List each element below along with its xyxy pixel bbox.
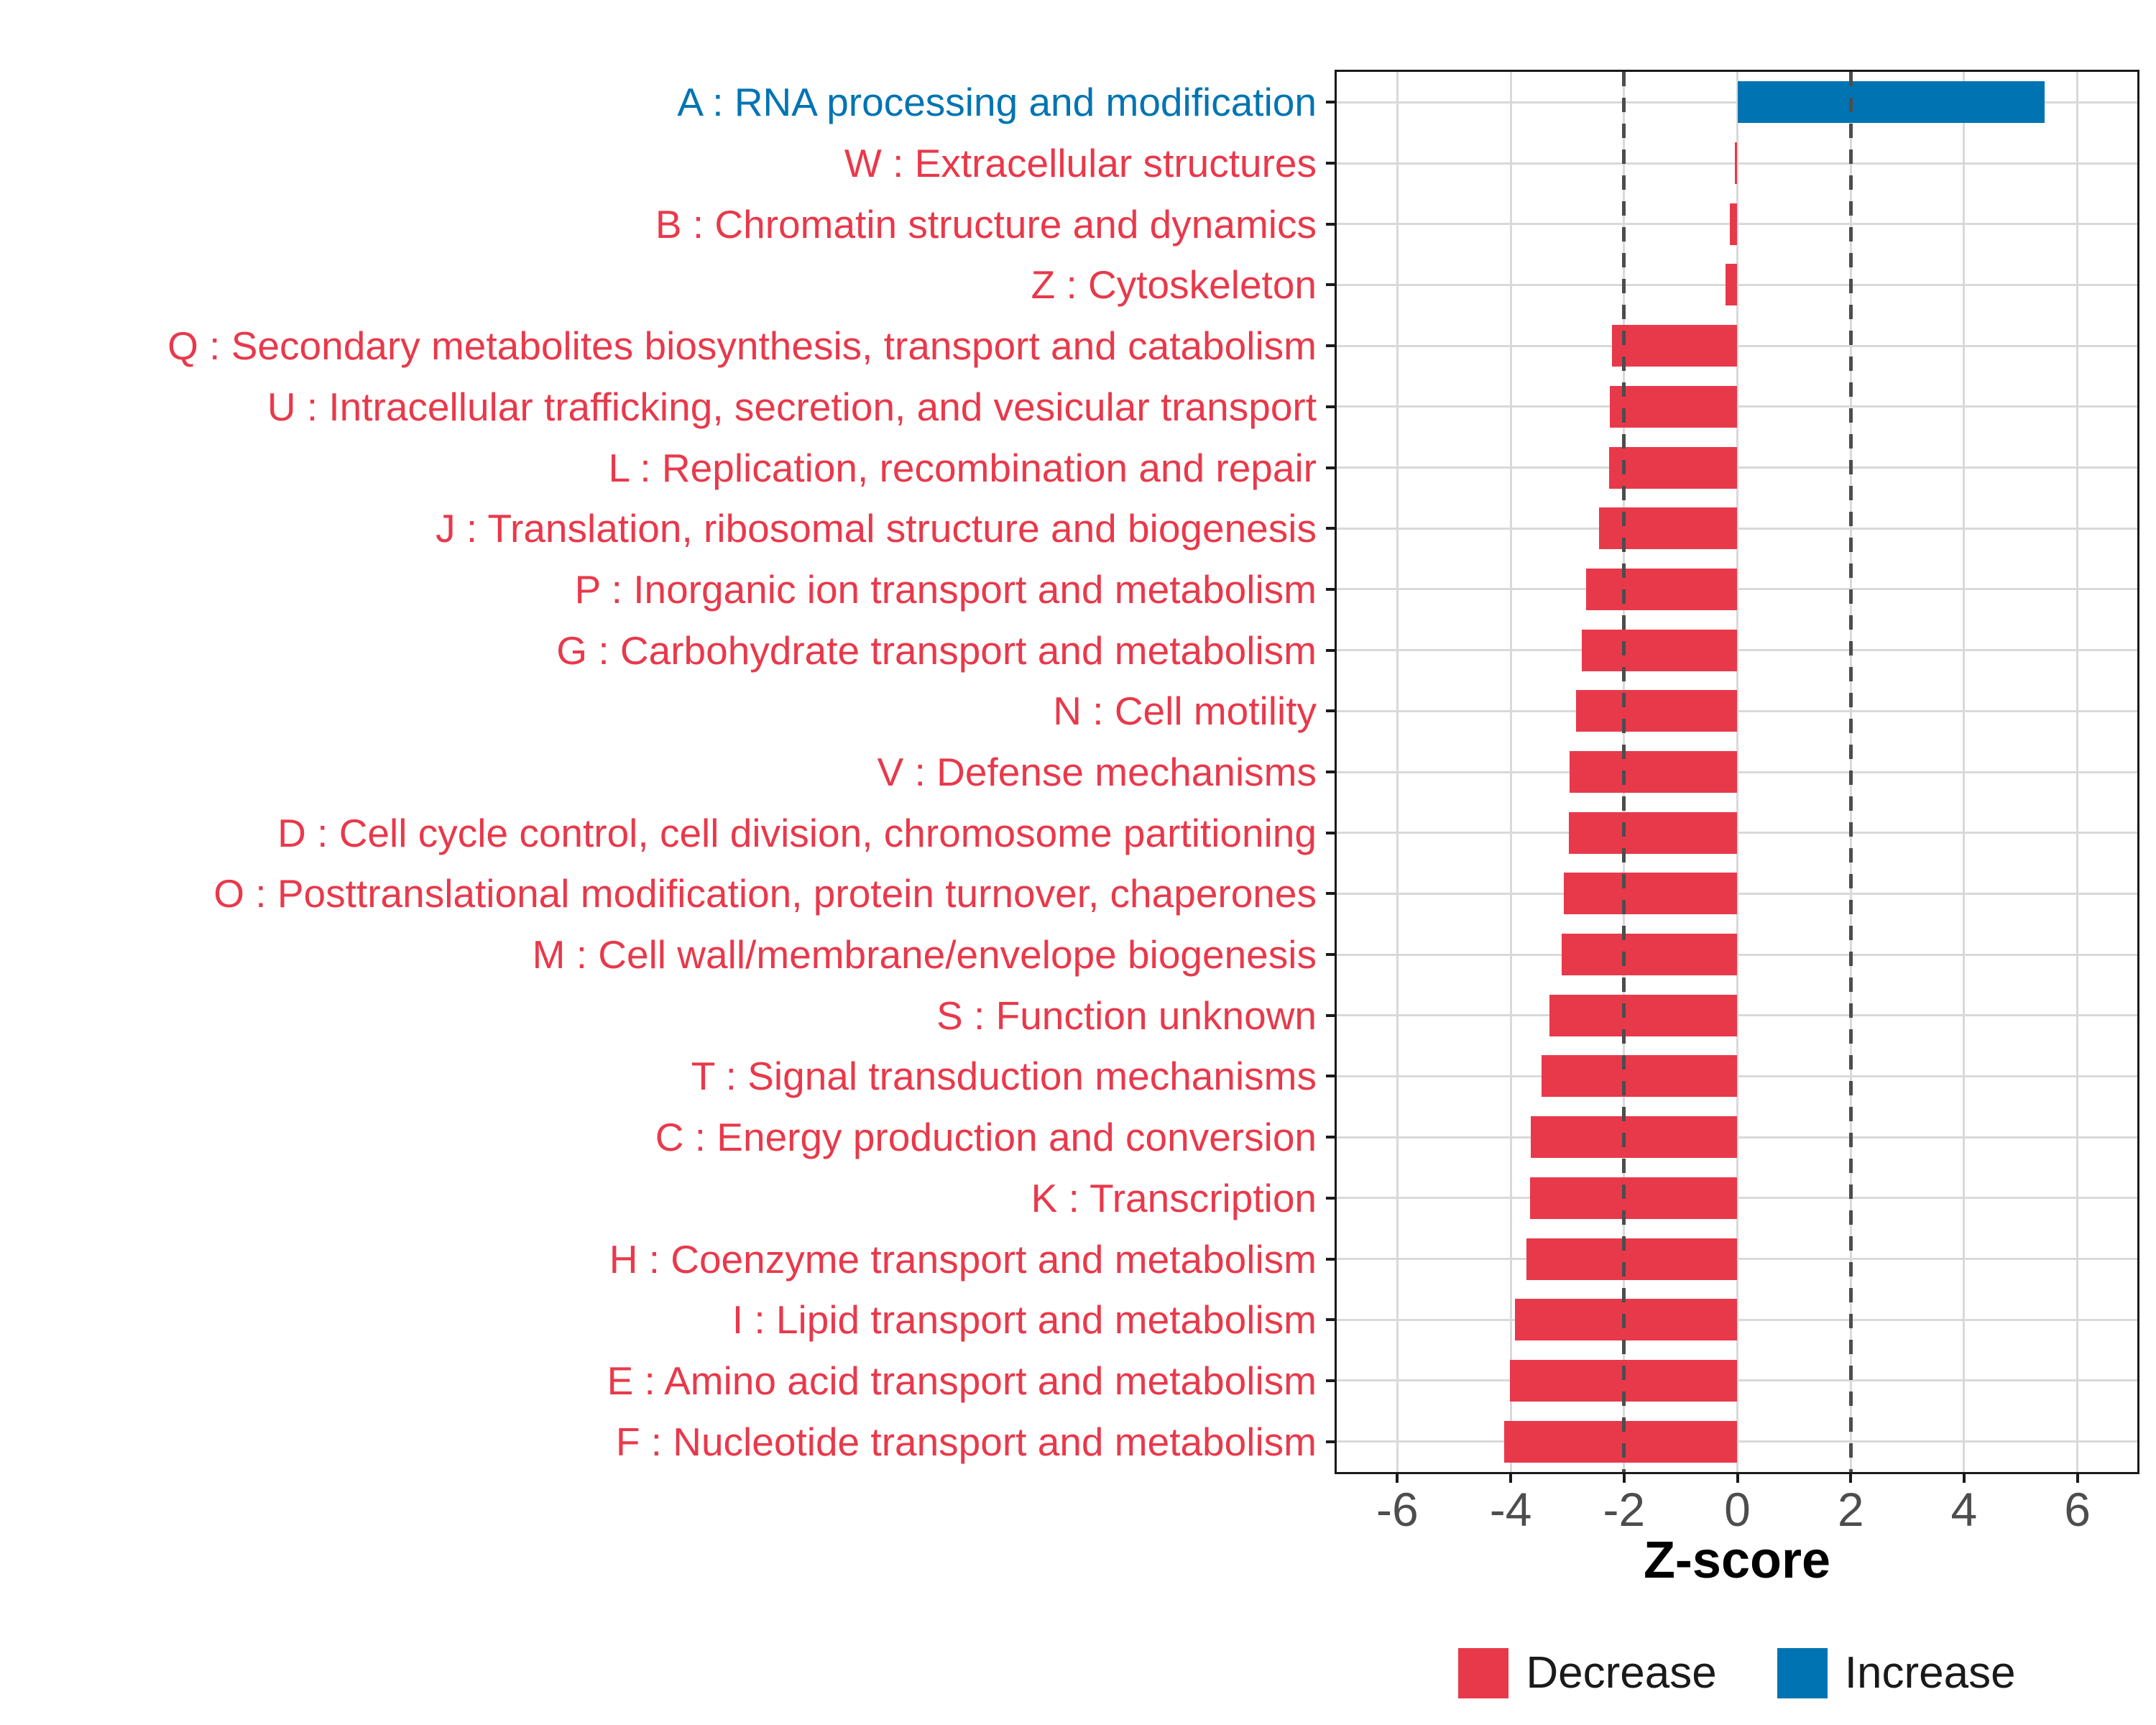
y-label-V: V : Defense mechanisms: [877, 750, 1317, 794]
x-tick-label-0: 0: [1724, 1483, 1751, 1536]
y-tick-C: [1326, 1136, 1335, 1138]
y-label-O: O : Posttranslational modification, protein turnover, chaperones: [213, 871, 1317, 916]
y-label-M: M : Cell wall/membrane/envelope biogenesis: [532, 932, 1317, 978]
y-label-D: D : Cell cycle control, cell division, chromosome partitioning: [277, 810, 1317, 855]
legend-swatch-decrease: [1458, 1648, 1508, 1698]
legend-item-decrease: [1458, 1648, 1716, 1698]
y-label-T: T : Signal transduction mechanisms: [691, 1054, 1317, 1099]
x-tick-label-6: 6: [2064, 1483, 2091, 1536]
y-tick-W: [1326, 162, 1335, 165]
y-tick-V: [1326, 770, 1335, 773]
y-tick-B: [1326, 223, 1335, 226]
y-tick-G: [1326, 649, 1335, 652]
y-label-K: K : Transcription: [1031, 1175, 1317, 1220]
y-tick-K: [1326, 1197, 1335, 1200]
y-label-S: S : Function unknown: [936, 993, 1317, 1038]
y-tick-N: [1326, 709, 1335, 712]
y-tick-T: [1326, 1075, 1335, 1077]
y-tick-S: [1326, 1014, 1335, 1017]
y-label-J: J : Translation, ribosomal structure and biogenesis: [436, 506, 1317, 551]
y-label-C: C : Energy production and conversion: [655, 1115, 1317, 1160]
y-label-Z: Z : Cytoskeleton: [1031, 262, 1317, 308]
legend: [1337, 1647, 2137, 1699]
y-label-B: B : Chromatin structure and dynamics: [655, 201, 1317, 247]
y-tick-U: [1326, 405, 1335, 408]
y-label-F: F : Nucleotide transport and metabolism: [615, 1419, 1317, 1464]
y-label-A: A : RNA processing and modification: [677, 80, 1317, 125]
legend-label-increase: Increase: [1844, 1648, 2016, 1698]
y-label-P: P : Inorganic ion transport and metabolism: [574, 566, 1317, 612]
y-tick-H: [1326, 1258, 1335, 1261]
x-tick-label-4: 4: [1950, 1483, 1978, 1536]
y-label-Q: Q : Secondary metabolites biosynthesis, transport and catabolism: [167, 323, 1317, 369]
y-tick-D: [1326, 832, 1335, 834]
y-tick-Z: [1326, 283, 1335, 286]
y-tick-J: [1326, 527, 1335, 530]
y-tick-Q: [1326, 344, 1335, 347]
y-tick-P: [1326, 588, 1335, 591]
y-tick-E: [1326, 1379, 1335, 1382]
y-label-L: L : Replication, recombination and repair: [608, 445, 1317, 490]
y-label-E: E : Amino acid transport and metabolism: [607, 1358, 1317, 1403]
y-tick-O: [1326, 892, 1335, 895]
y-tick-A: [1326, 101, 1335, 104]
y-label-H: H : Coenzyme transport and metabolism: [609, 1236, 1317, 1282]
x-tick-label--6: -6: [1376, 1483, 1419, 1536]
y-label-U: U : Intracellular trafficking, secretion, and vesicular transport: [267, 384, 1317, 429]
x-tick-label--4: -4: [1489, 1483, 1532, 1536]
y-tick-L: [1326, 466, 1335, 469]
legend-swatch-increase: [1777, 1648, 1828, 1698]
legend-item-increase: [1777, 1648, 2016, 1698]
panel-border: [1335, 70, 2139, 1474]
legend-label-decrease: Decrease: [1526, 1648, 1717, 1698]
x-tick-label--2: -2: [1603, 1483, 1646, 1536]
y-label-I: I : Lipid transport and metabolism: [732, 1297, 1317, 1343]
y-label-G: G : Carbohydrate transport and metabolism: [556, 627, 1317, 673]
y-label-N: N : Cell motility: [1053, 689, 1317, 734]
y-tick-I: [1326, 1318, 1335, 1321]
y-tick-M: [1326, 953, 1335, 956]
y-label-W: W : Extracellular structures: [844, 141, 1317, 186]
x-axis-title: Z-score: [1643, 1532, 1831, 1589]
y-tick-F: [1326, 1440, 1335, 1443]
x-tick-label-2: 2: [1837, 1483, 1864, 1536]
